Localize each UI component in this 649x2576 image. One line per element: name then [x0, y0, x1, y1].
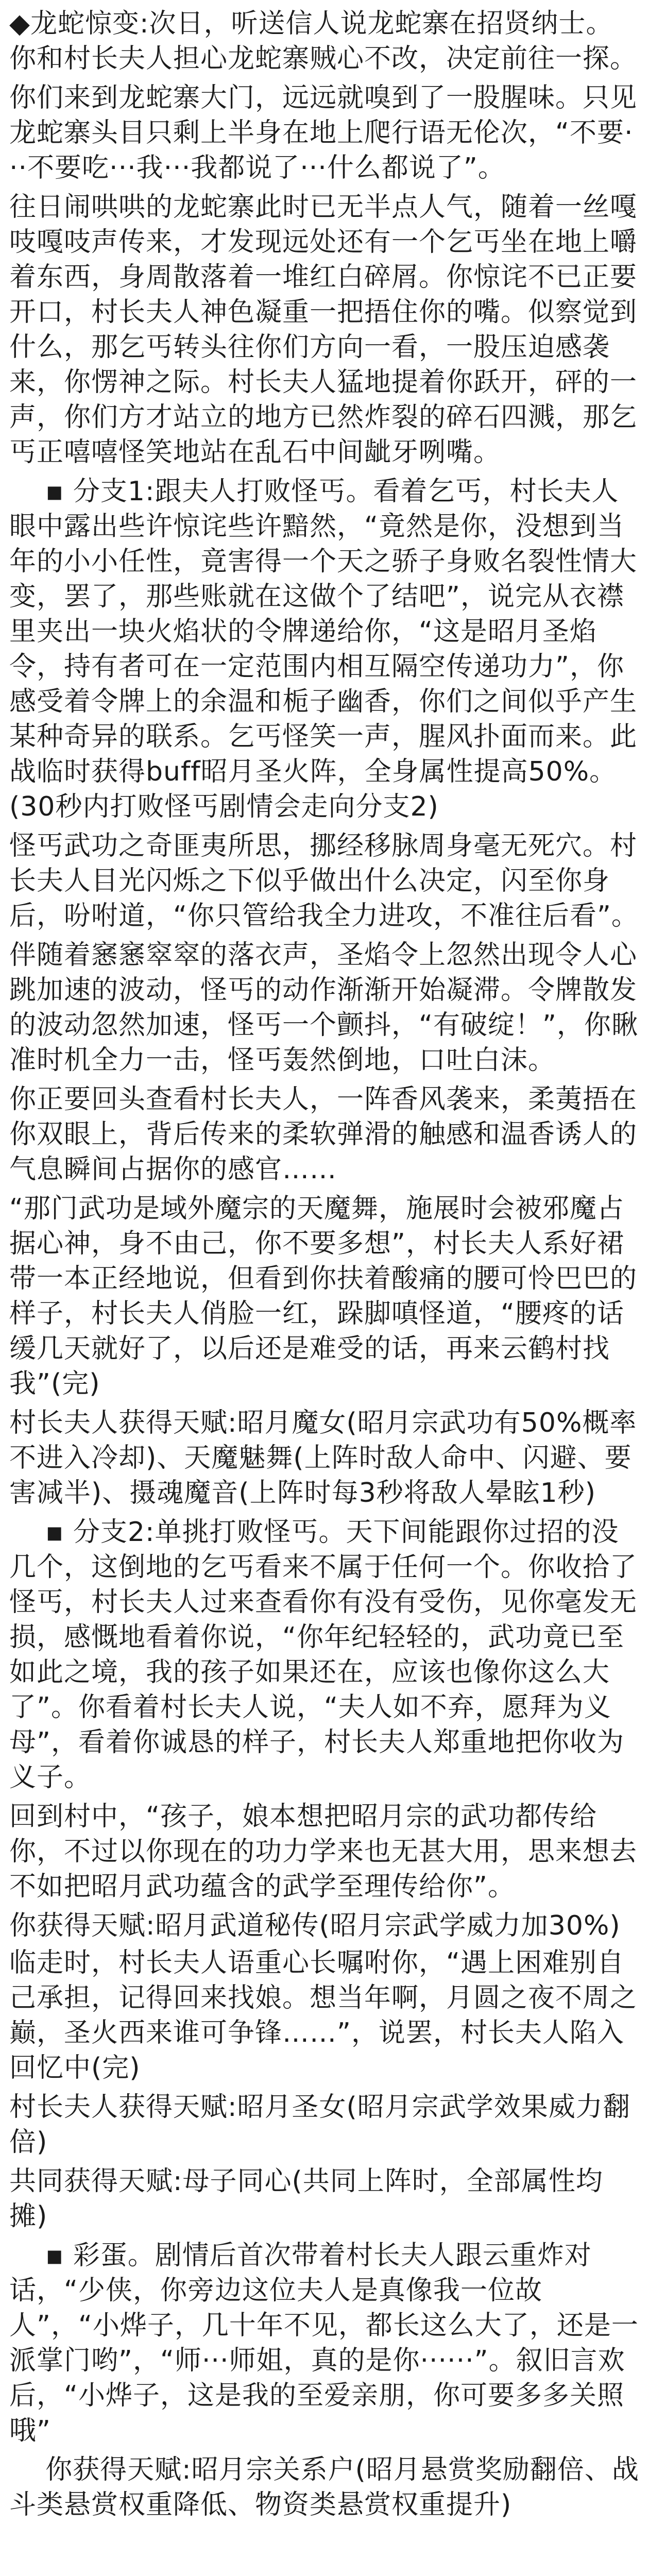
paragraph-branch-2: ▪ 分支2:单挑打败怪丐。天下间能跟你过招的没几个，这倒地的乞丐看来不属于任何一个。你收拾了怪丐，村长夫人过来查看你有没有受伤，见你毫发无损，感慨地看着你说，“你年纪轻轻的，武功竟已至如此之境，我的孩子如果还在，应该也像你这么大了”。你看着村长夫人说，“夫人如不弃，愿拜为义母”，看着你诚恳的样子，村长夫人郑重地把你收为义子。 — [9, 1517, 638, 1793]
paragraph-branch-1: ▪ 分支1:跟夫人打败怪丐。看着乞丐，村长夫人眼中露出些许惊诧些许黯然，“竟然是你，没想到当年的小小任性，竟害得一个天之骄子身败名裂性情大变，罢了，那些账就在这做个了结吧”，说完从衣襟里夹出一块火焰状的令牌递给你，“这是昭月圣焰令，持有者可在一定范围内相互隔空传递功力”，你感受着令牌上的余温和栀子幽香，你们之间似乎产生某种奇异的联系。乞丐怪笑一声，腥风扑面而来。此战临时获得buff昭月圣火阵，全身属性提高50%。(30秒内打败怪丐剧情会走向分支2) — [9, 476, 638, 822]
paragraph-branch-2-talent-shared: 共同获得天赋:母子同心(共同上阵时，全部属性均摊) — [9, 2166, 603, 2232]
paragraph-intro: ◆龙蛇惊变:次日，听送信人说龙蛇寨在招贤纳士。你和村长夫人担心龙蛇寨贼心不改，决定前往一探。 — [9, 8, 638, 74]
paragraph-easter-egg: ▪ 彩蛋。剧情后首次带着村长夫人跟云重炸对话，“少侠，你旁边这位夫人是真像我一位故人”，“小烨子，几十年不见，都长这么大了，还是一派掌门哟”，“师···师姐，真的是你······”。叙旧言欢后，“小烨子，这是我的至爱亲朋，你可要多多关照哦” — [9, 2240, 639, 2446]
paragraph-easter-egg-talent: 你获得天赋:昭月宗关系户(昭月悬赏奖励翻倍、战斗类悬赏权重降低、物资类悬赏权重提升) — [9, 2454, 639, 2520]
paragraph-beggar: 往日闹哄哄的龙蛇寨此时已无半点人气，随着一丝嘎吱嘎吱声传来，才发现远处还有一个乞丐坐在地上嚼着东西，身周散落着一堆红白碎屑。你惊诧不已正要开口，村长夫人神色凝重一把捂住你的嘴。似察觉到什么，那乞丐转头往你们方向一看，一股压迫感袭来，你愣神之际。村长夫人猛地提着你跃开，砰的一声，你们方才站立的地方已然炸裂的碎石四溅，那乞丐正嘻嘻怪笑地站在乱石中间龇牙咧嘴。 — [9, 192, 638, 468]
paragraph-branch-2-return: 回到村中，“孩子，娘本想把昭月宗的武功都传给你，不过以你现在的功力学来也无甚大用，思来想去不如把昭月武功蕴含的武学至理传给你”。 — [9, 1801, 638, 1902]
paragraph-branch-1-ending: “那门武功是域外魔宗的天魔舞，施展时会被邪魔占据心神，身不由己，你不要多想”，村长夫人系好裙带一本正经地说，但看到你扶着酸痛的腰可怜巴巴的样子，村长夫人俏脸一红，跺脚嗔怪道，“腰疼的话缓几天就好了，以后还是难受的话，再来云鹤村找我”(完) — [9, 1193, 638, 1399]
paragraph-branch-2-talent-madam: 村长夫人获得天赋:昭月圣女(昭月宗武学效果威力翻倍) — [9, 2092, 630, 2158]
paragraph-branch-2-farewell: 临走时，村长夫人语重心长嘱咐你，“遇上困难别自己承担，记得回来找娘。想当年啊，月圆之夜不周之巅，圣火西来谁可争锋……”，说罢，村长夫人陷入回忆中(完) — [9, 1947, 638, 2083]
paragraph-branch-1-embrace: 你正要回头查看村长夫人，一阵香风袭来，柔荑捂在你双眼上，背后传来的柔软弹滑的触感和温香诱人的气息瞬间占据你的感官…… — [9, 1084, 638, 1185]
paragraph-branch-2-talent-you: 你获得天赋:昭月武道秘传(昭月宗武学威力加30%) — [9, 1910, 621, 1941]
paragraph-gate: 你们来到龙蛇寨大门，远远就嗅到了一股腥味。只见龙蛇寨头目只剩上半身在地上爬行语无伦次，“不要···不要吃···我···我都说了···什么都说了”。 — [9, 82, 638, 183]
paragraph-branch-1-talents: 村长夫人获得天赋:昭月魔女(昭月宗武功有50%概率不进入冷却)、天魔魅舞(上阵时敌人命中、闪避、要害减半)、摄魂魔音(上阵时每3秒将敌人晕眩1秒) — [9, 1408, 637, 1509]
paragraph-branch-1-strike: 伴随着窸窸窣窣的落衣声，圣焰令上忽然出现令人心跳加速的波动，怪丐的动作渐渐开始凝滞。令牌散发的波动忽然加速，怪丐一个颤抖，“有破绽！”，你瞅准时机全力一击，怪丐轰然倒地，口吐白沫。 — [9, 940, 639, 1076]
paragraph-branch-1-fight: 怪丐武功之奇匪夷所思，挪经移脉周身毫无死穴。村长夫人目光闪烁之下似乎做出什么决定，闪至你身后，吩咐道，“你只管给我全力进攻，不准往后看”。 — [9, 831, 639, 931]
